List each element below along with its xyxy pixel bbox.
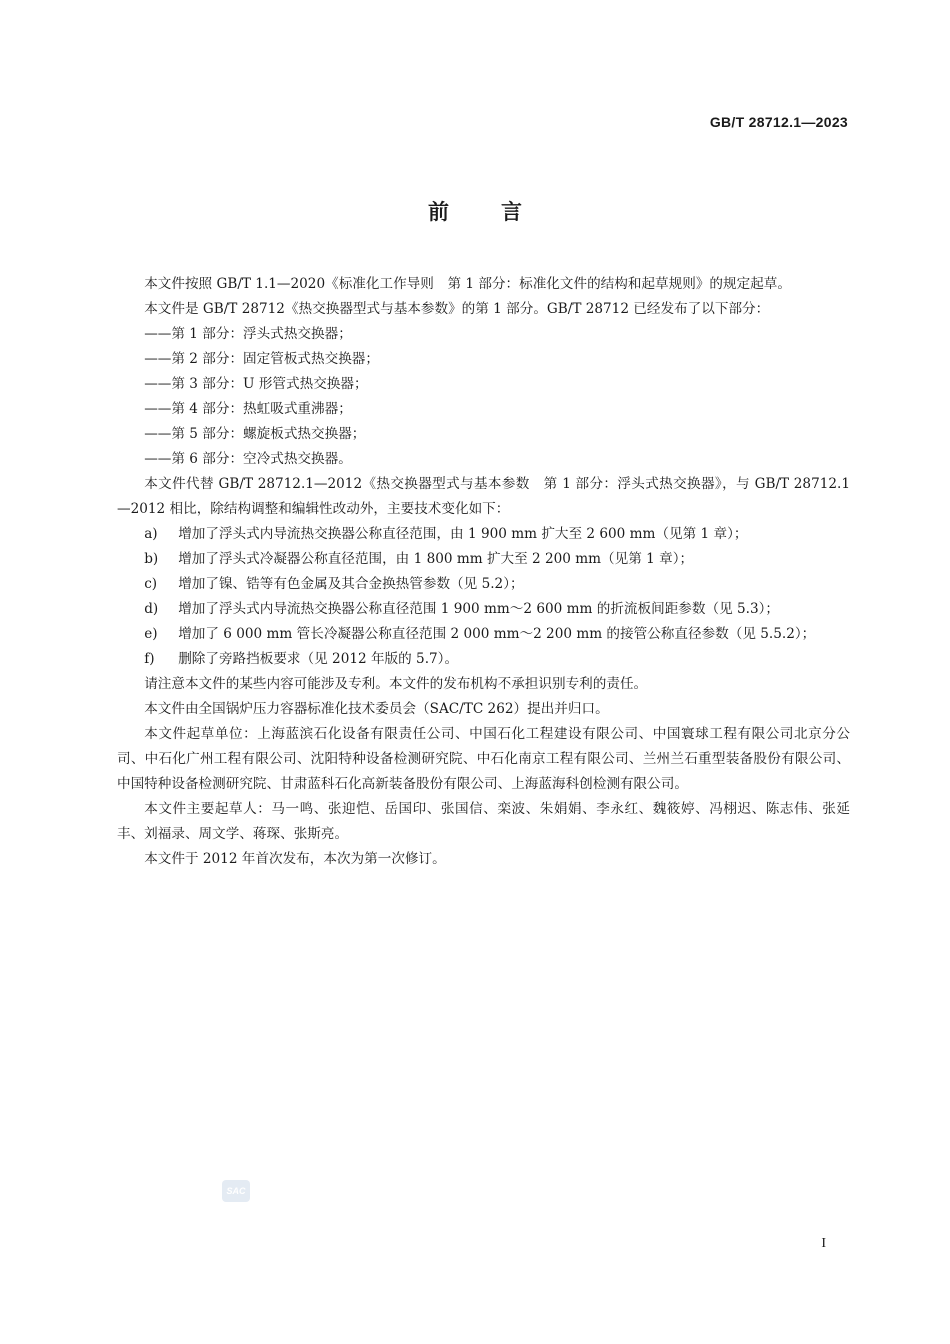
drafting-units-paragraph: 本文件起草单位：上海蓝滨石化设备有限责任公司、中国石化工程建设有限公司、中国寰球工程有限公司北京分公司、中石化广州工程有限公司、沈阳特种设备检测研究院、中石化南京工程有限公司、兰州兰石重型装备股份有限公司、中国特种设备检测研究院、甘肃蓝科石化高新装备股份有限公司、上海蓝海科创检测有限公司。	[117, 726, 850, 792]
drafters-paragraph: 本文件主要起草人：马一鸣、张迎恺、岳国印、张国信、栾波、朱娟娟、李永红、魏筱婷、冯栩迟、陈志伟、张延丰、刘福录、周文学、蒋琛、张斯亮。	[117, 801, 850, 842]
list-item	[117, 522, 850, 547]
list-item	[117, 547, 850, 572]
intro-paragraph-1: 本文件按照 GB/T 1.1—2020《标准化工作导则 第 1 部分：标准化文件的结构和起草规则》的规定起草。	[144, 276, 791, 292]
intro-paragraph-2: 本文件是 GB/T 28712《热交换器型式与基本参数》的第 1 部分。GB/T 28712 已经发布了以下部分：	[144, 301, 770, 317]
list-marker: c)	[144, 576, 158, 592]
parts-list	[117, 322, 850, 472]
list-item: ——第 6 部分：空冷式热交换器。	[144, 451, 352, 467]
list-item-text: 增加了镍、锆等有色金属及其合金换热管参数（见 5.2）；	[178, 576, 524, 592]
foreword-body	[117, 272, 850, 872]
list-item-text: 增加了 6 000 mm 管长冷凝器公称直径范围 2 000 mm～2 200 mm 的接管公称直径参数（见 5.5.2）；	[178, 626, 816, 642]
list-item	[117, 597, 850, 622]
page-title: 前言	[428, 200, 574, 224]
list-item: ——第 2 部分：固定管板式热交换器；	[144, 351, 379, 367]
list-item	[117, 622, 850, 647]
sac-watermark-logo: SAC	[222, 1180, 250, 1202]
proposed-by-paragraph: 本文件由全国锅炉压力容器标准化技术委员会（SAC/TC 262）提出并归口。	[144, 701, 609, 717]
list-item-text: 增加了浮头式内导流热交换器公称直径范围，由 1 900 mm 扩大至 2 600 mm（见第 1 章）；	[178, 526, 748, 542]
list-item: ——第 3 部分：U 形管式热交换器；	[144, 376, 368, 392]
list-marker: f)	[144, 651, 155, 667]
history-paragraph: 本文件于 2012 年首次发布，本次为第一次修订。	[144, 851, 446, 867]
changes-list	[117, 522, 850, 672]
list-item-text: 增加了浮头式内导流热交换器公称直径范围 1 900 mm～2 600 mm 的折流板间距参数（见 5.3）；	[178, 601, 780, 617]
list-item: ——第 4 部分：热虹吸式重沸器；	[144, 401, 352, 417]
list-item-text: 删除了旁路挡板要求（见 2012 年版的 5.7）。	[178, 651, 459, 667]
replacement-paragraph: 本文件代替 GB/T 28712.1—2012《热交换器型式与基本参数 第 1 部分：浮头式热交换器》，与 GB/T 28712.1—2012 相比，除结构调整和编辑性改动外，主要技术变化如下：	[117, 476, 850, 517]
list-item: ——第 5 部分：螺旋板式热交换器；	[144, 426, 366, 442]
list-marker: e)	[144, 626, 158, 642]
list-item: ——第 1 部分：浮头式热交换器；	[144, 326, 352, 342]
list-marker: d)	[144, 601, 159, 617]
page-number: I	[821, 1236, 826, 1251]
list-marker: a)	[144, 526, 158, 542]
patent-note: 请注意本文件的某些内容可能涉及专利。本文件的发布机构不承担识别专利的责任。	[144, 676, 648, 692]
standard-number: GB/T 28712.1—2023	[709, 114, 848, 130]
list-marker: b)	[144, 551, 159, 567]
list-item-text: 增加了浮头式冷凝器公称直径范围，由 1 800 mm 扩大至 2 200 mm（见第 1 章）；	[178, 551, 694, 567]
list-item	[117, 647, 850, 672]
list-item	[117, 572, 850, 597]
